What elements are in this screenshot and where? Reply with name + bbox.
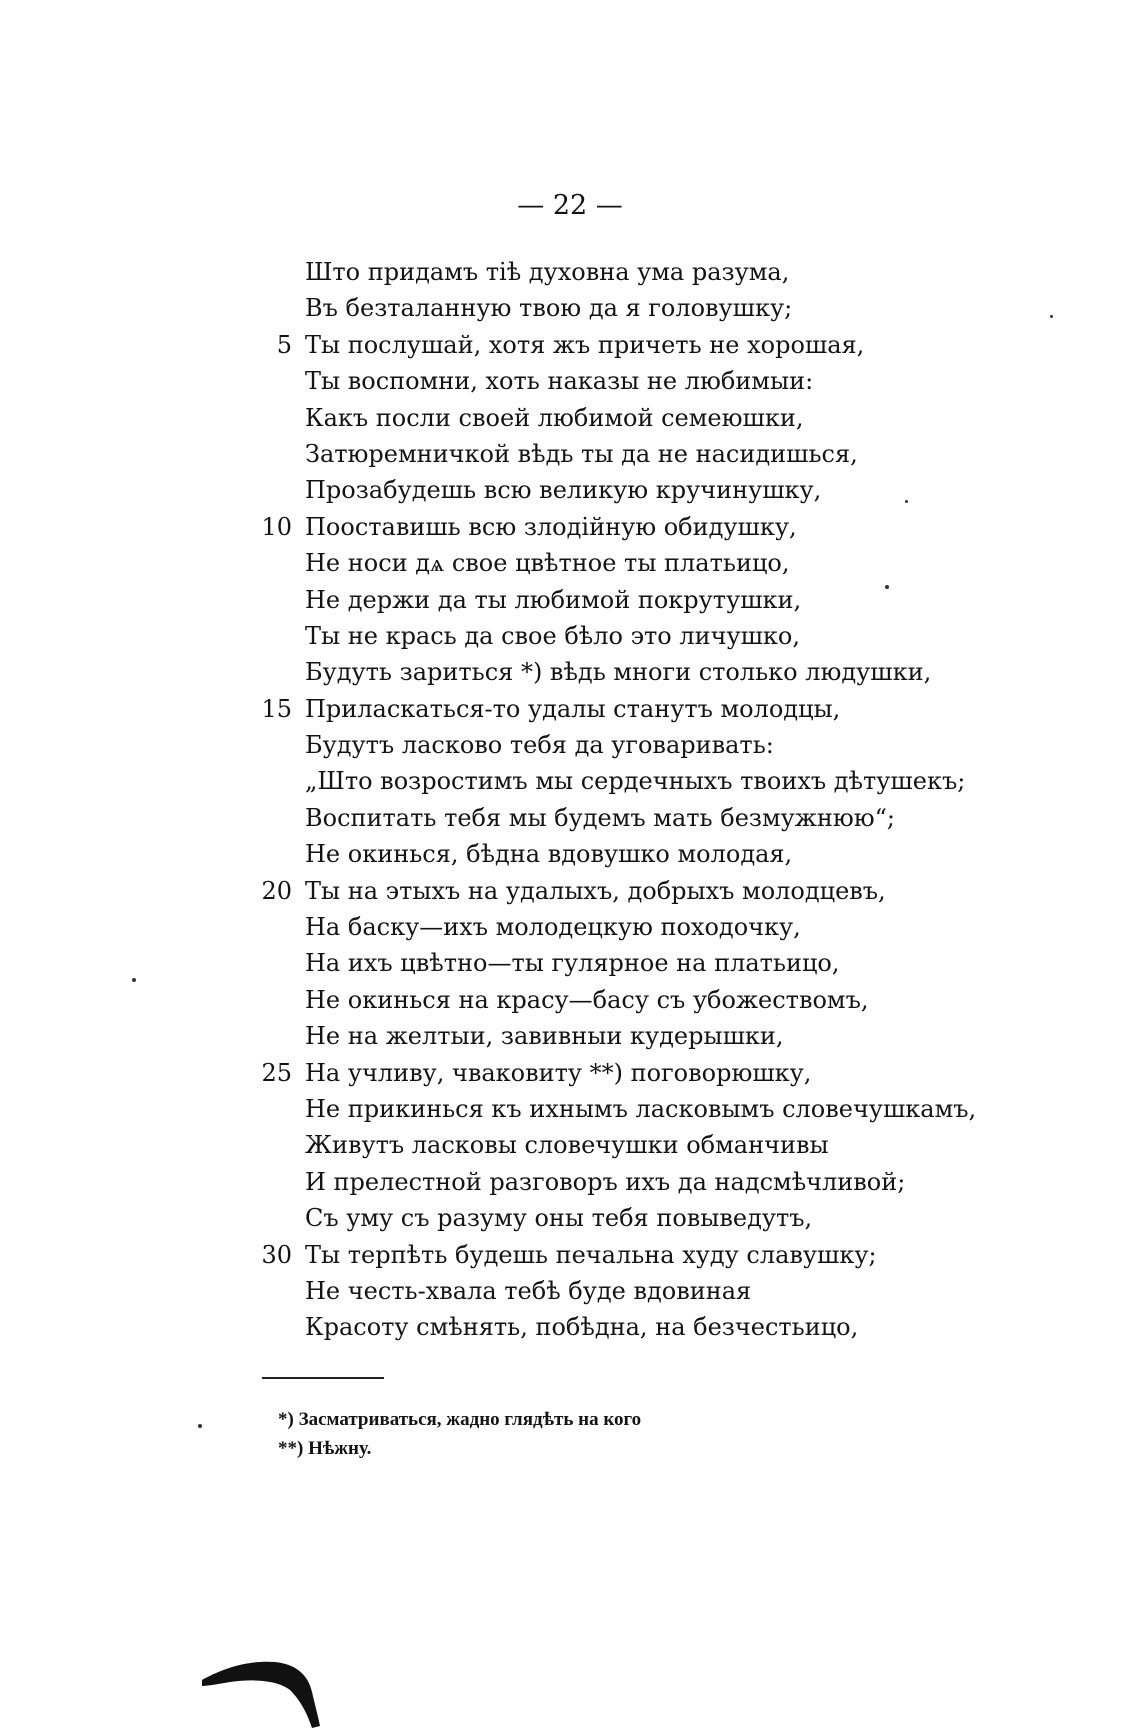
poem-line <box>0 1200 1140 1236</box>
page-number: — 22 — <box>517 190 623 221</box>
line-text: Не честь-хвала тебѣ буде вдовиная <box>305 1276 752 1305</box>
line-number: 15 <box>261 694 292 723</box>
poem-line <box>0 873 1140 909</box>
line-text: Што придамъ тіѣ духовна ума разума, <box>305 258 790 286</box>
poem <box>0 254 1140 1346</box>
line-text: На ихъ цвѣтно—ты гулярное на платьицо, <box>305 949 840 978</box>
line-number: 30 <box>261 1240 292 1269</box>
poem-line <box>0 836 1140 872</box>
poem-line <box>0 1091 1140 1127</box>
poem-line <box>0 909 1140 945</box>
poem-line <box>0 254 1140 290</box>
line-text: На учливу, чваковиту **) поговорюшку, <box>305 1058 812 1087</box>
line-text: Прозабудешь всю великую кручинушку, <box>305 476 822 505</box>
line-number: 20 <box>261 876 292 905</box>
poem-line <box>0 654 1140 690</box>
poem-line <box>0 545 1140 581</box>
poem-line <box>0 290 1140 326</box>
poem-line <box>0 945 1140 981</box>
poem-line <box>0 327 1140 363</box>
line-text: Не носи дѧ свое цвѣтное ты платьицо, <box>305 549 790 578</box>
line-text: Будутъ ласково тебя да уговаривать: <box>305 731 774 760</box>
poem-line <box>0 582 1140 618</box>
poem-line <box>0 400 1140 436</box>
line-text: Ты терпѣть будешь печальна худу славушку; <box>305 1240 877 1269</box>
line-text: Затюремничкой вѣдь ты да не насидишься, <box>305 439 858 468</box>
poem-line <box>0 1309 1140 1345</box>
line-text: Живутъ ласковы словечушки обманчивы <box>305 1131 829 1160</box>
line-text: Красоту смѣнять, побѣдна, на безчестьицо, <box>305 1313 859 1342</box>
line-text: Поoставишь всю злодійную обидушку, <box>305 512 797 541</box>
footnote: **) Нѣжну. <box>278 1438 372 1459</box>
line-text: И прелестной разговоръ ихъ да надсмѣчливой; <box>305 1167 906 1196</box>
line-text: Ты воспомни, хоть наказы не любимыи: <box>305 367 814 396</box>
poem-line <box>0 1273 1140 1309</box>
line-number: 5 <box>276 330 292 359</box>
speck-mark <box>885 585 889 589</box>
poem-line <box>0 763 1140 799</box>
line-text: Не окинься, бѣдна вдовушко молодая, <box>305 840 793 869</box>
speck-mark <box>132 978 136 982</box>
line-text: Ты послушай, хотя жъ причеть не хорошая, <box>305 330 865 359</box>
poem-line <box>0 1127 1140 1163</box>
poem-line <box>0 1237 1140 1273</box>
line-text: Ты на этыхъ на удалыхъ, добрыхъ молодцевъ, <box>305 876 886 905</box>
line-text: Съ уму съ разуму оны тебя повыведутъ, <box>305 1204 813 1233</box>
poem-line <box>0 1055 1140 1091</box>
footnote-rule <box>262 1377 384 1379</box>
poem-line <box>0 436 1140 472</box>
line-text: Будуть зариться *) вѣдь многи столько людушки, <box>305 658 932 687</box>
speck-mark <box>1050 315 1053 318</box>
poem-line <box>0 691 1140 727</box>
poem-line <box>0 1018 1140 1054</box>
line-text: Не на желтыи, завивныи кудерышки, <box>305 1022 784 1051</box>
line-number: 25 <box>261 1058 292 1087</box>
footnote: *) Засматриваться, жадно глядѣть на кого <box>278 1409 642 1430</box>
poem-line <box>0 363 1140 399</box>
line-text: Какъ посли своей любимой семеюшки, <box>305 403 804 432</box>
line-number: 10 <box>261 512 292 541</box>
poem-line <box>0 472 1140 508</box>
line-text: На баску—ихъ молодецкую походочку, <box>305 913 801 942</box>
poem-line <box>0 982 1140 1018</box>
line-text: Въ безталанную твою да я головушку; <box>305 294 793 323</box>
speck-mark <box>198 1424 202 1428</box>
line-text: Не держи да ты любимой покрутушки, <box>305 585 802 614</box>
line-text: Не прикинься къ ихнымъ ласковымъ словечушкамъ, <box>305 1094 977 1123</box>
line-text: Воспитать тебя мы будемъ мать безмужнюю“; <box>305 803 895 832</box>
poem-line <box>0 618 1140 654</box>
speck-mark <box>905 500 908 503</box>
line-text: „Што возростимъ мы сердечныхъ твоихъ дѣтушекъ; <box>305 767 966 796</box>
poem-line <box>0 509 1140 545</box>
line-text: Приласкаться-то удалы станутъ молодцы, <box>305 694 841 723</box>
poem-line <box>0 1164 1140 1200</box>
line-text: Ты не крась да свое бѣло это личушко, <box>305 621 800 650</box>
footnotes <box>278 1405 641 1463</box>
poem-line <box>0 727 1140 763</box>
poem-line <box>0 800 1140 836</box>
line-text: Не окинься на красу—басу съ убожествомъ, <box>305 985 869 1014</box>
ink-blot-icon <box>190 1650 340 1730</box>
